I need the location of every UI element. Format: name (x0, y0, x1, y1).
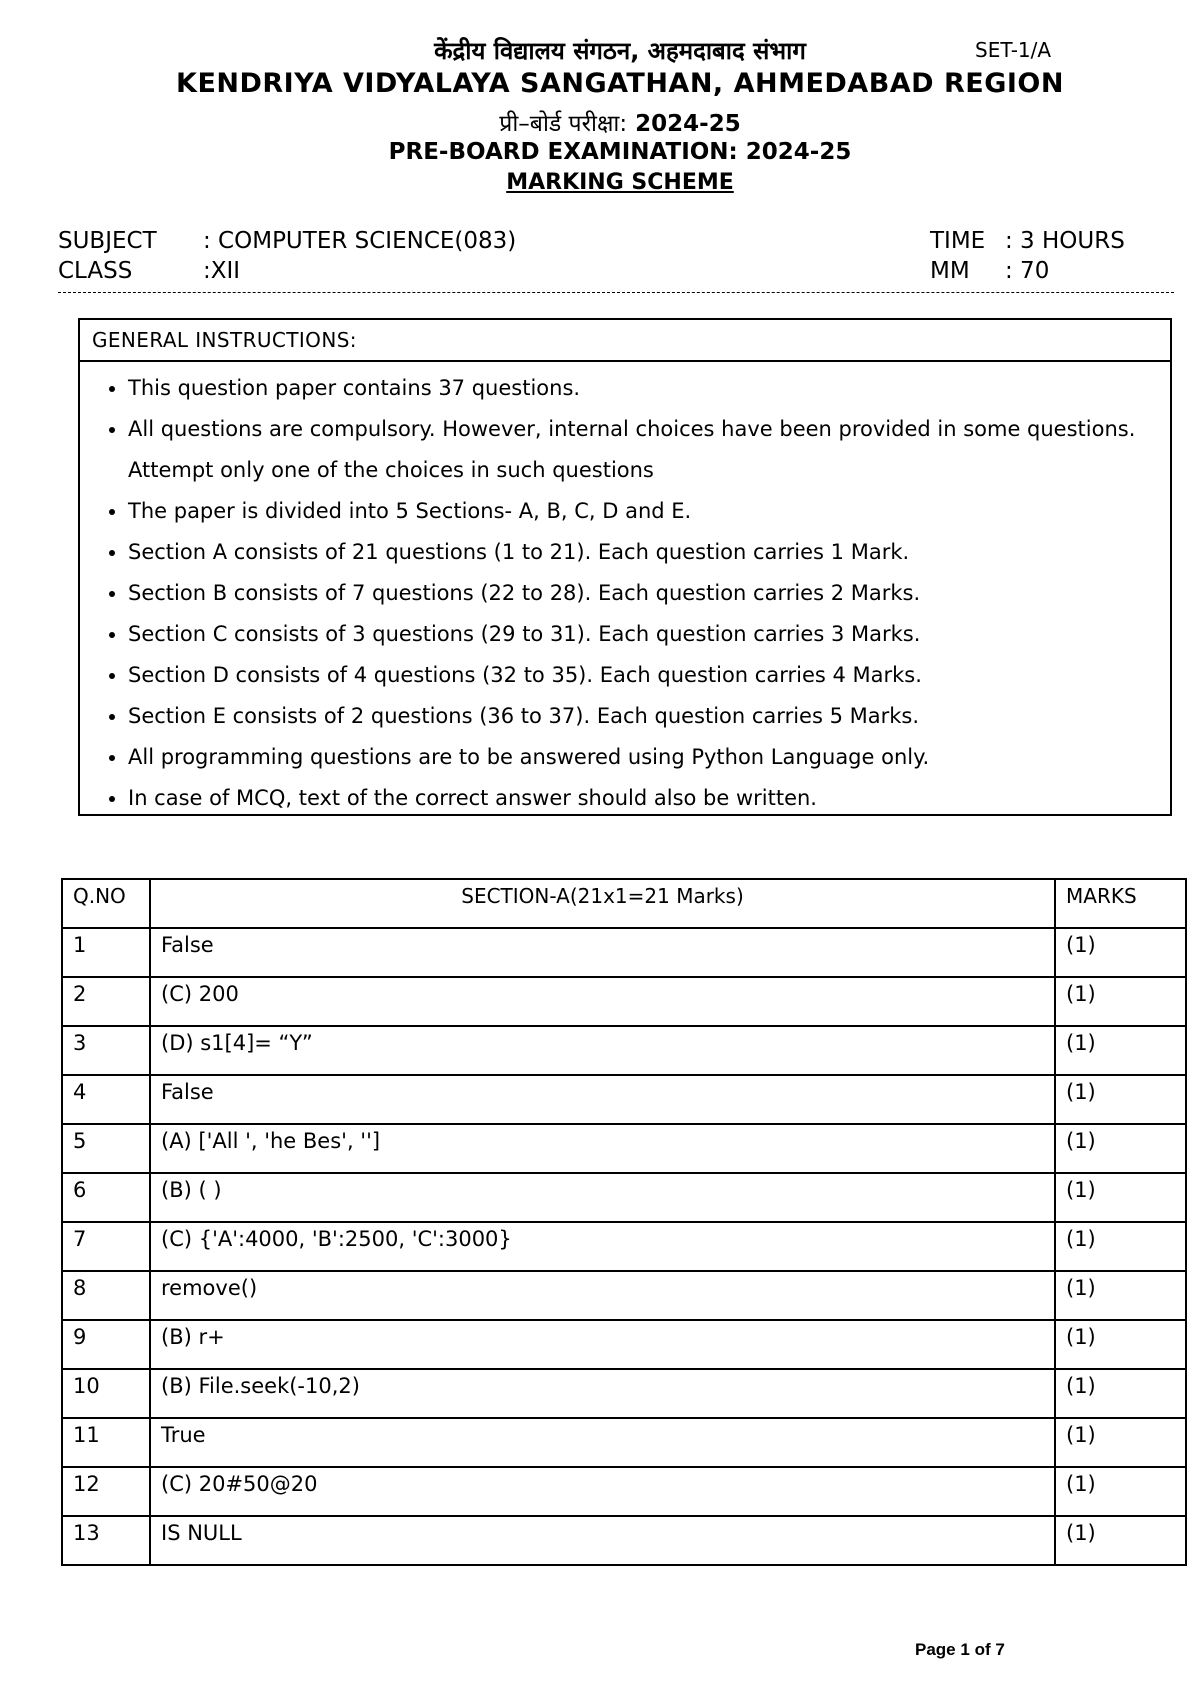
table-row (62, 1320, 1186, 1369)
qno-cell: 5 (62, 1124, 150, 1173)
answer-cell: True (150, 1418, 1055, 1467)
table-row (62, 1026, 1186, 1075)
time-label: TIME (930, 228, 986, 254)
marking-scheme-title: MARKING SCHEME (506, 170, 734, 195)
page-label: Page (915, 1640, 956, 1659)
section-header: SECTION-A(21x1=21 Marks) (150, 879, 1055, 928)
answer-table (61, 878, 1187, 1566)
marks-cell: (1) (1055, 1516, 1186, 1565)
qno-cell: 4 (62, 1075, 150, 1124)
marks-header: MARKS (1055, 879, 1186, 928)
answer-cell: (B) File.seek(-10,2) (150, 1369, 1055, 1418)
qno-cell: 13 (62, 1516, 150, 1565)
instruction-item: • Section D consists of 4 questions (32 to 35). Each question carries 4 Marks. (128, 655, 1150, 696)
marks-cell: (1) (1055, 1369, 1186, 1418)
marks-cell: (1) (1055, 1467, 1186, 1516)
table-row (62, 1222, 1186, 1271)
marks-cell: (1) (1055, 1271, 1186, 1320)
answer-cell: IS NULL (150, 1516, 1055, 1565)
table-header-row (62, 879, 1186, 928)
subject-value: : COMPUTER SCIENCE(083) (203, 228, 517, 254)
qno-cell: 1 (62, 928, 150, 977)
table-row (62, 1467, 1186, 1516)
table-row (62, 1369, 1186, 1418)
table-row (62, 977, 1186, 1026)
table-row (62, 1124, 1186, 1173)
instructions-heading: GENERAL INSTRUCTIONS: (80, 320, 1170, 362)
mm-value: : 70 (1005, 258, 1050, 284)
hindi-exam-title (0, 106, 1200, 138)
qno-header: Q.NO (62, 879, 150, 928)
qno-cell: 10 (62, 1369, 150, 1418)
page-total: 7 (995, 1640, 1005, 1659)
table-row (62, 1075, 1186, 1124)
table-row (62, 1516, 1186, 1565)
qno-cell: 8 (62, 1271, 150, 1320)
instruction-item: • All programming questions are to be answered using Python Language only. (128, 737, 1150, 778)
page-of-label: of (974, 1640, 991, 1659)
exam-title: PRE-BOARD EXAMINATION: 2024-25 (388, 139, 852, 165)
marks-cell: (1) (1055, 928, 1186, 977)
qno-cell: 11 (62, 1418, 150, 1467)
qno-cell: 3 (62, 1026, 150, 1075)
org-region-title: KENDRIYA VIDYALAYA SANGATHAN, AHMEDABAD REGION (176, 68, 1064, 99)
table-row (62, 928, 1186, 977)
table-row (62, 1173, 1186, 1222)
class-label: CLASS (58, 258, 133, 284)
hindi-exam-label: प्री–बोर्ड परीक्षा: (499, 111, 628, 137)
instruction-item: • The paper is divided into 5 Sections- A, B, C, D and E. (128, 491, 1150, 532)
mm-label: MM (930, 258, 970, 284)
marks-cell: (1) (1055, 977, 1186, 1026)
answer-cell: (D) s1[4]= “Y” (150, 1026, 1055, 1075)
marks-cell: (1) (1055, 1222, 1186, 1271)
marks-cell: (1) (1055, 1075, 1186, 1124)
instruction-item: • Section A consists of 21 questions (1 to 21). Each question carries 1 Mark. (128, 532, 1150, 573)
marks-cell: (1) (1055, 1418, 1186, 1467)
answer-cell: False (150, 928, 1055, 977)
subject-label: SUBJECT (58, 228, 157, 254)
instruction-item: • In case of MCQ, text of the correct answer should also be written. (128, 778, 1150, 819)
qno-cell: 6 (62, 1173, 150, 1222)
page-footer (915, 1640, 1005, 1660)
instructions-list (80, 362, 1170, 819)
marks-cell: (1) (1055, 1320, 1186, 1369)
general-instructions-box (78, 318, 1172, 816)
instruction-item: • All questions are compulsory. However, internal choices have been provided in some questions. Attempt only one of the choices in such questions (128, 409, 1150, 491)
hindi-exam-year: 2024-25 (627, 111, 741, 137)
qno-cell: 7 (62, 1222, 150, 1271)
instruction-item: • Section B consists of 7 questions (22 to 28). Each question carries 2 Marks. (128, 573, 1150, 614)
table-row (62, 1418, 1186, 1467)
marks-cell: (1) (1055, 1173, 1186, 1222)
answer-cell: (B) r+ (150, 1320, 1055, 1369)
marks-cell: (1) (1055, 1026, 1186, 1075)
answer-cell: (B) ( ) (150, 1173, 1055, 1222)
answer-cell: (A) ['All ', 'he Bes', ''] (150, 1124, 1055, 1173)
instruction-item: • Section E consists of 2 questions (36 to 37). Each question carries 5 Marks. (128, 696, 1150, 737)
answer-cell: remove() (150, 1271, 1055, 1320)
page-current: 1 (960, 1640, 970, 1659)
table-row (62, 1271, 1186, 1320)
qno-cell: 2 (62, 977, 150, 1026)
answer-cell: (C) 20#50@20 (150, 1467, 1055, 1516)
marks-cell: (1) (1055, 1124, 1186, 1173)
answer-cell: (C) {'A':4000, 'B':2500, 'C':3000} (150, 1222, 1055, 1271)
set-code: SET-1/A (975, 38, 1052, 62)
class-value: :XII (203, 258, 241, 284)
answer-cell: False (150, 1075, 1055, 1124)
instruction-item: • This question paper contains 37 questions. (128, 368, 1150, 409)
dashed-divider (58, 292, 1174, 293)
qno-cell: 9 (62, 1320, 150, 1369)
answer-cell: (C) 200 (150, 977, 1055, 1026)
qno-cell: 12 (62, 1467, 150, 1516)
time-value: : 3 HOURS (1005, 228, 1125, 254)
hindi-org-title: केंद्रीय विद्यालय संगठन, अहमदाबाद संभाग (434, 37, 806, 65)
instruction-item: • Section C consists of 3 questions (29 to 31). Each question carries 3 Marks. (128, 614, 1150, 655)
